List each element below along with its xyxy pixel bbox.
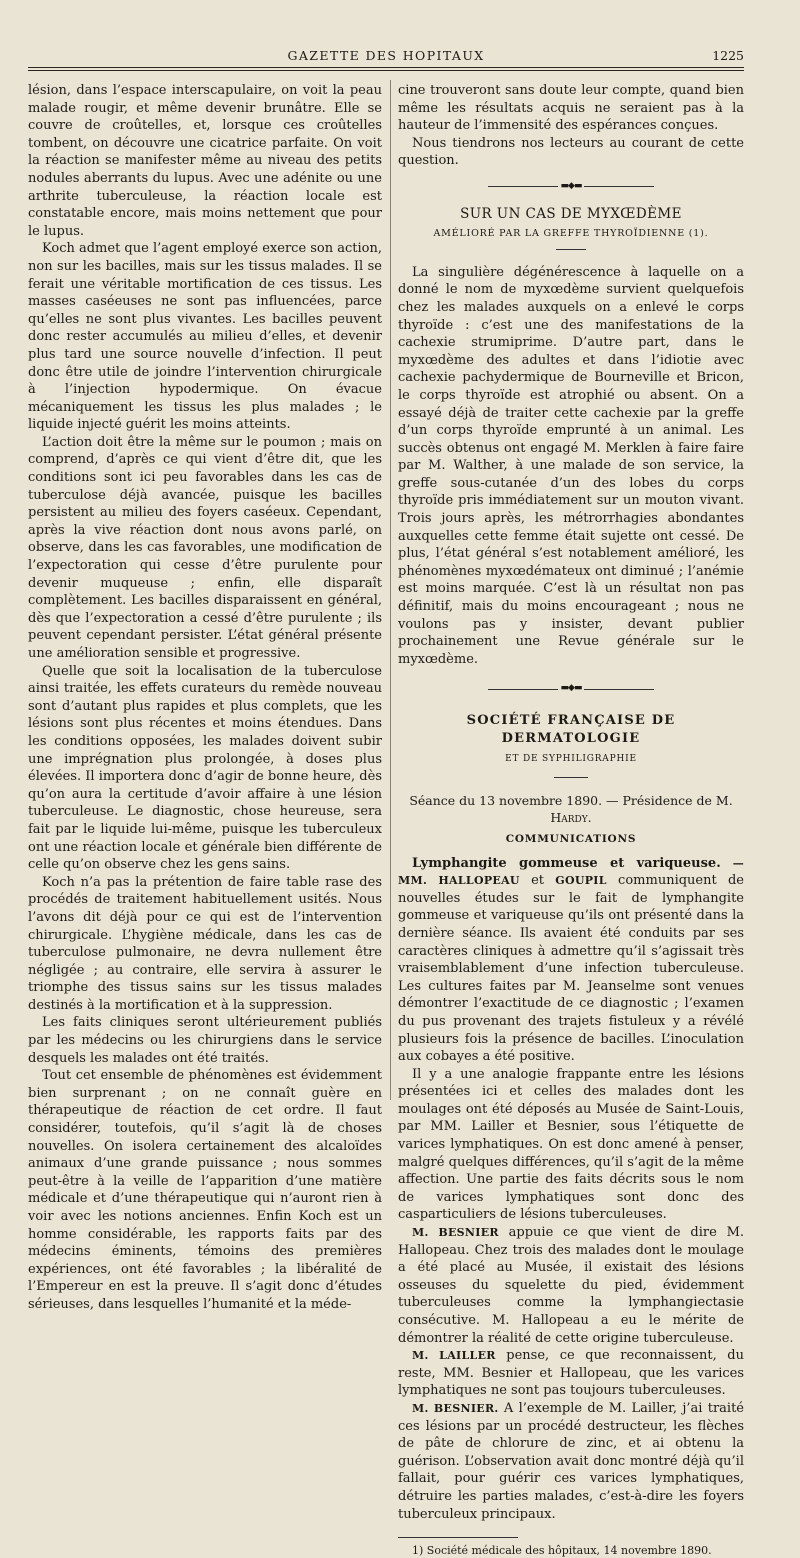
footnote-rule: [398, 1537, 518, 1538]
footnote: 1) Société médicale des hôpitaux, 14 novembre 1890.: [412, 1544, 712, 1558]
article-subtitle: AMÉLIORÉ PAR LA GREFFE THYROÏDIENNE (1).: [433, 228, 709, 240]
communication-title: Lymphangite gommeuse et variqueuse.: [412, 855, 721, 871]
paragraph: Koch n’a pas la prétention de faire table rase des procédés de traitement habituellement usités. Nous l’avons dit déjà pour ce qui est de l’intervention chirurgicale. L’hygiène médicale, dans les cas de tuberculose pulmonaire, ne devra nullement être négligée ; au contraire, elle servira à assurer le triomphe des tissus sains sur les tissus malades destinés à la mortification et à la suppression.: [28, 874, 382, 1013]
paragraph: lésion, dans l’espace interscapulaire, on voit la peau malade rougir, et même devenir brunâtre. Elle se couvre de croûtelles, et, lorsque ces croûtelles tombent, on découvre une cicatrice parfaite. On voit la réaction se manifester même au niveau des petits nodules aberrants du lupus. Avec une adénite ou une arthrite tuberculeuse, la réaction locale est constatable encore, mais moins nettement que pour le lupus.: [28, 83, 382, 239]
paragraph: Tout cet ensemble de phénomènes est évidemment bien surprenant ; on ne connaît guère en thérapeutique de réaction de cet ordre. Il faut considérer, toutefois, qu’il s’agit là de choses nouvelles. On isolera certainement des alcaloïdes animaux d’une grande puissance ; nous sommes peut-être à la veille de l’apparition d’une matière médicale et d’une thérapeutique qui n’auront rien à voir avec les notions anciennes. Enfin Koch est un homme considérable, les rapports faits par des médecins éminents, témoins des premières expériences, ont été favorables ; la libéralité de l’Empereur en est la preuve. Il s’agit donc d’études sérieuses, dans lesquelles l’humanité et la méde-: [28, 1068, 382, 1312]
author-names: — MM. HALLOPEAU: [398, 856, 744, 888]
page-number: 1225: [712, 48, 744, 63]
section-separator: [398, 178, 744, 196]
paragraph: cine trouveront sans doute leur compte, quand bien même les résultats acquis ne seraient pas à la hauteur de l’immensité des espérances conçues.: [398, 83, 744, 134]
left-column: [28, 82, 382, 1314]
article-body: La singulière dégénérescence à laquelle on a donné le nom de myxœdème survient quelquefois chez les malades auxquels on a enlevé le corps thyroïde : c’est une des manifestations de la cachexie strumiprime. D’autre part, dans le myxœdème des adultes et dans l’idiotie avec cachexie pachydermique de Bourneville et Bricon, le corps thyroïde est atrophié ou absent. On a essayé déjà de traiter cette cachexie par la greffe d’un corps thyroïde emprunté à un animal. Les succès obtenus ont engagé M. Merklen à faire faire par M. Walther, à une malade de son service, la greffe sous-cutanée d’un des lobes du corps thyroïde pris immédiatement sur un mouton vivant. Trois jours après, les métrorrhagies abondantes auxquelles cette femme était sujette ont cessé. De plus, l’état général s’est notablement amélioré, les phénomènes myxœdémateux ont diminué ; l’anémie est moins marquée. C’est là un résultat non pas définitif, mais du moins encourageant ; nous ne voulons pas y insister, devant publier prochainement une Revue générale sur le myxœdème.: [398, 264, 744, 667]
session-line: [398, 792, 744, 827]
section-separator: [398, 680, 744, 698]
journal-title: GAZETTE DES HOPITAUX: [287, 48, 485, 63]
article-title: SUR UN CAS DE MYXŒDÈME: [460, 205, 682, 222]
communications-heading: COMMUNICATIONS: [505, 832, 637, 845]
ornament-icon: ▬◆▬: [560, 683, 582, 694]
speaker-text: pense, ce que reconnaissent, du reste, MM. Besnier et Hallopeau, que les varices lymphatiques ne sont pas toujours tuberculeuses.: [398, 1348, 744, 1399]
speaker-name: M. LAILLER: [412, 1349, 496, 1363]
speaker-text: A l’exemple de M. Lailler, j’ai traité ces lésions par un procédé destructeur, les flèches de pâte de chlorure de zinc, et ai obtenu la guérison. L’observation avait donc montré déjà qu’il fallait, pour guérir ces varices lymphatiques, détruire les parties malades, c’est-à-dire les foyers tuberculeux principaux.: [398, 1400, 744, 1522]
society-subtitle: ET DE SYPHILIGRAPHIE: [505, 754, 637, 765]
right-column: [398, 82, 744, 1558]
title-rule: [556, 249, 586, 250]
speaker-paragraph: [398, 1347, 744, 1400]
paragraph: Il y a une analogie frappante entre les lésions présentées ici et celles des malades dont les moulages ont été déposés au Musée de Saint-Louis, par MM. Lailler et Besnier, sous l’étiquette de varices lymphatiques. On est donc amené à penser, malgré quelques différences, qu’il s’agit de la même affection. Une partie des faits décrits sous le nom de varices lymphatiques sont donc des casparticuliers de lésions tuberculeuses.: [398, 1066, 744, 1223]
speaker-name: M. BESNIER.: [412, 1401, 499, 1415]
page-header: [28, 48, 744, 68]
header-rule-thin: [28, 67, 744, 68]
conjunction: et: [519, 873, 556, 889]
society-title: SOCIÉTÉ FRANÇAISE DE DERMATOLOGIE: [466, 713, 676, 746]
speaker-paragraph: [398, 1400, 744, 1523]
speaker-paragraph: [398, 1224, 744, 1347]
paragraph: Les faits cliniques seront ultérieurement publiés par les médecins ou les chirurgiens dans le service desquels les malades ont été traités.: [28, 1015, 382, 1066]
speaker-text: appuie ce que vient de dire M. Hallopeau. Chez trois des malades dont le moulage a été placé au Musée, il existait des lésions osseuses du squelette du pied, évidemment tuberculeuses comme la lymphangiectasie consécutive. M. Hallopeau a eu le mérite de démontrer la réalité de cette origine tuberculeuse.: [398, 1225, 745, 1346]
communication-paragraph: [398, 855, 744, 1066]
society-rule: [554, 777, 588, 778]
header-rule-thick: [28, 70, 744, 71]
column-divider: [390, 80, 391, 1100]
speaker-name: M. BESNIER: [412, 1226, 499, 1240]
paragraph: L’action doit être la même sur le poumon ; mais on comprend, d’après ce qui vient d’être dit, que les conditions sont ici peu favorables dans les cas de tuberculose déjà avancée, puisque les bacilles persistent au milieu des foyers caséeux. Cependant, après la vive réaction dont nous avons parlé, on observe, dans les cas favorables, une modification de l’expectoration qui cesse d’être purulente pour devenir muqueuse ; enfin, elle disparaît complètement. Les bacilles disparaissent en général, dès que l’expectoration a cessé d’être purulente ; ils peuvent cependant persister. L’état général présente une amélioration sensible et progressive.: [28, 434, 382, 661]
paragraph: Koch admet que l’agent employé exerce son action, non sur les bacilles, mais sur les tissus malades. Il se ferait une véritable mortification de ces tissus. Les masses caséeuses ne sont pas influencées, parce qu’elles ne sont plus vivantes. Les bacilles peuvent donc rester accumulés au milieu d’elles, et devenir plus tard une source nouvelle d’infection. Il peut donc être utile de joindre l’intervention chirurgicale à l’injection hypodermique. On évacue mécaniquement les tissus les plus malades ; le liquide injecté guérit les moins atteints.: [28, 241, 383, 433]
paragraph: Nous tiendrons nos lecteurs au courant de cette question.: [398, 135, 744, 169]
paragraph: Quelle que soit la localisation de la tuberculose ainsi traitée, les effets curateurs du remède nouveau sont d’autant plus rapides et plus complets, que les lésions sont plus récentes et moins étendues. Dans les conditions opposées, les malades doivent subir une imprégnation plus prolongée, à doses plus élevées. Il importera donc d’agir de bonne heure, dès qu’on aura la certitude d’avoir affaire à une lésion tuberculeuse. Le diagnostic, chose heureuse, sera fait par le liquide lui-même, puisque les tuberculeux ont une réaction locale et générale bien différente de celle qu’on observe chez les gens sains.: [28, 663, 382, 873]
session-text: Séance du 13 novembre 1890. — Présidence de M.: [409, 792, 733, 808]
communication-text: communiquent de nouvelles études sur le fait de lymphangite gommeuse et variqueuse qu’ils ont présenté dans la dernière séance. Ils avaient été conduits par ses caractères cliniques à admettre qu’il s’agissait très vraisemblablement d’une infection tuberculeuse. Les cultures faites par M. Jeanselme sont venues démontrer l’exactitude de ce diagnostic ; l’examen du pus provenant des trajets fistuleux y a révélé plusieurs fois la présence de bacilles. L’inoculation aux cobayes a été positive.: [398, 873, 744, 1065]
ornament-icon: ▬◆▬: [560, 180, 582, 191]
president-name: Hardy.: [550, 810, 592, 826]
author-name: GOUPIL: [555, 874, 607, 888]
